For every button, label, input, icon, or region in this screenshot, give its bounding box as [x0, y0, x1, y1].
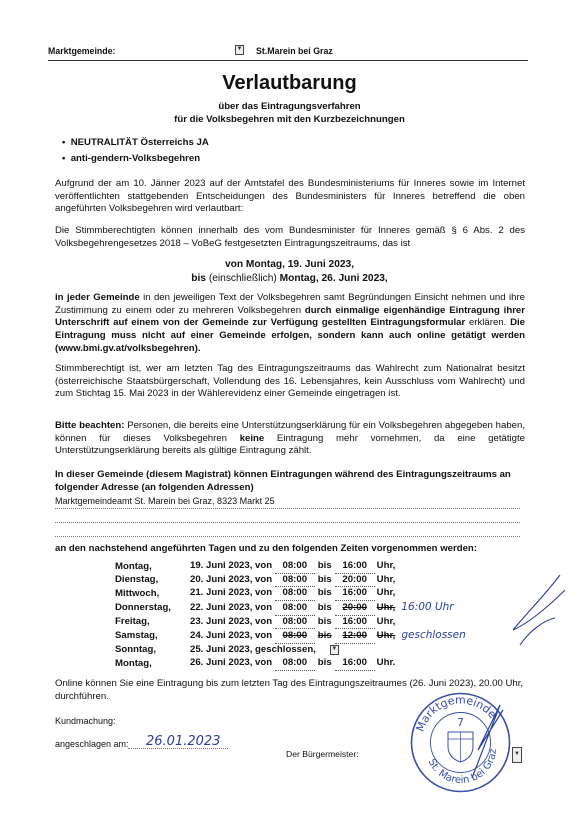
time-from: 08:00	[275, 574, 315, 588]
day-schedule	[190, 574, 466, 588]
svg-text:St. Marein bei Graz	[426, 748, 499, 786]
day-date: 21. Juni 2023, von	[190, 587, 273, 599]
paragraph-basis: Aufgrund der am 10. Jänner 2023 auf der Amtstafel des Bundesministeriums für Inneres sowie im Internet veröffentlichten stattgebenden Entscheidungen des Bundesministers für Inneres betreffend die oben angeführten Volksbegehren wird verlautbart:	[55, 178, 525, 215]
time-bis: bis	[317, 657, 332, 669]
day-schedule	[190, 629, 466, 644]
paragraph-address-intro: In dieser Gemeinde (diesem Magistrat) können Eintragungen während des Eintragungszeitraums an folgender Adresse (an folgenden Adressen)	[55, 469, 511, 493]
day-date: 24. Juni 2023, von	[190, 630, 273, 642]
paragraph-registration: in jeder Gemeinde in den jeweiligen Text der Volksbegehren samt Begründungen Einsicht nehmen und ihre Zustimmung zu einem oder zu mehreren Volksbegehren durch einmalige eigenhändige Eintragung ihrer Unterschrift auf einem von der Gemeinde zur Verfügung gestellten Eintragungsformular erklären. Die Eintragung muss nicht auf einer Gemeinde erfolgen, sondern kann auch online getätigt werden (www.bmi.gv.at/volksbegehren).	[55, 292, 525, 354]
online-note: Online können Sie eine Eintragung bis zum letzten Tag des Eintragungszeitraumes (26. Juni 2023), 20.00 Uhr, durchführen.	[55, 678, 524, 702]
day-date: 25. Juni 2023, geschlossen,	[190, 644, 316, 656]
subtitle-2: für die Volksbegehren mit den Kurzbezeichnungen	[174, 114, 405, 125]
paragraph-eligibility: Stimmberechtigt ist, wer am letzten Tag des Eintragungszeitraums das Wahlrecht zum Nationalrat besitzt (österreichische Staatsbürgerschaft, Vollendung des 16. Lebensjahres, kein Ausschluss vom Wahlrecht) und zum Stichtag 15. Mai 2023 in der Wählerevidenz einer Gemeinde eingetragen ist.	[55, 363, 525, 400]
posted-date: 26.01.2023	[146, 734, 221, 749]
time-unit: Uhr,	[376, 630, 396, 642]
table-row	[115, 616, 466, 630]
time-to: 16:00	[335, 657, 375, 671]
stamp-seal-icon	[408, 690, 513, 795]
table-row	[115, 560, 466, 574]
time-from: 08:00	[275, 587, 315, 601]
mayor-label: Der Bürgermeister:	[286, 749, 359, 759]
schedule-table	[115, 560, 466, 671]
paragraph-period-intro: Die Stimmberechtigten können innerhalb des vom Bundesminister für Inneres gemäß § 6 Abs. 2 des Volksbegehrengesetzes 2018 – VoBeG festgesetzten Eintragungszeitraums, das ist	[55, 225, 525, 249]
day-schedule	[190, 560, 466, 574]
stamp-dropdown[interactable]: ▼	[512, 747, 522, 763]
list-item: • anti-gendern-Volksbegehren	[62, 152, 201, 164]
time-unit: Uhr,	[376, 573, 396, 585]
time-from: 08:00	[275, 630, 315, 644]
address-line-blank-1	[55, 522, 520, 523]
paragraph-note: Bitte beachten: Personen, die bereits eine Unterstützungserklärung für ein Volksbegehren abgegeben haben, können für dieses Volksbegehren keine Eintragung mehr vornehmen, da eine getätigte Unterstützungserklärung bereits als gültige Eintragung zählt.	[55, 420, 525, 457]
day-name: Montag,	[115, 560, 152, 572]
period-to: bis (einschließlich) Montag, 26. Juni 2023,	[191, 273, 388, 285]
time-to: 12:00	[335, 630, 375, 644]
stamp-number: 7	[457, 716, 464, 729]
time-unit: Uhr,	[376, 587, 396, 599]
municipal-stamp	[408, 690, 513, 795]
day-name: Montag,	[115, 657, 152, 669]
time-bis: bis	[317, 601, 332, 613]
address-line-underline	[55, 508, 520, 509]
day-date: 26. Juni 2023, von	[190, 657, 273, 669]
day-name: Samstag,	[115, 630, 158, 642]
time-to: 20:00	[335, 574, 375, 588]
day-schedule	[190, 616, 466, 630]
time-bis: bis	[317, 630, 332, 642]
table-row	[115, 629, 466, 644]
header-underline	[48, 60, 528, 61]
subtitle-1: über das Eintragungsverfahren	[218, 101, 361, 112]
schedule-dropdown[interactable]: ▼	[330, 645, 339, 655]
day-schedule	[190, 644, 466, 657]
period-block	[0, 258, 579, 286]
kundmachung-label: Kundmachung:	[55, 716, 116, 726]
time-from: 08:00	[275, 616, 315, 630]
time-from: 08:00	[275, 602, 315, 616]
handwritten-mark-icon	[505, 570, 575, 650]
day-name: Dienstag,	[115, 574, 159, 586]
time-to: 20:00	[335, 602, 375, 616]
time-to: 16:00	[335, 587, 375, 601]
day-schedule	[190, 657, 466, 671]
day-date: 19. Juni 2023, von	[190, 560, 273, 571]
handwritten-correction: 16:00 Uhr	[401, 600, 454, 613]
day-name: Freitag,	[115, 616, 150, 628]
time-bis: bis	[317, 560, 332, 571]
stamp-bottom-text: St. Marein bei Graz	[425, 748, 500, 787]
day-date: 23. Juni 2023, von	[190, 615, 273, 627]
table-row	[115, 601, 466, 616]
days-heading: an den nachstehend angeführten Tagen und zu den folgenden Zeiten vorgenommen werden:	[55, 543, 477, 554]
posted-label: angeschlagen am:	[55, 739, 129, 749]
period-from: von Montag, 19. Juni 2023,	[224, 259, 355, 270]
time-to: 16:00	[335, 616, 375, 630]
handwritten-correction: geschlossen	[401, 629, 466, 642]
municipality-dropdown[interactable]: ▼	[235, 45, 244, 55]
day-name: Mittwoch,	[115, 587, 160, 599]
day-date: 22. Juni 2023, von	[190, 601, 273, 613]
time-bis: bis	[317, 573, 332, 585]
time-bis: bis	[317, 587, 332, 599]
time-unit: Uhr.	[376, 657, 396, 669]
day-name: Donnerstag,	[115, 601, 171, 613]
day-schedule	[190, 601, 466, 616]
time-from: 08:00	[275, 560, 315, 574]
time-unit: Uhr,	[376, 601, 396, 613]
day-date: 20. Juni 2023, von	[190, 573, 273, 585]
page-title: Verlautbarung	[222, 72, 357, 94]
table-row	[115, 644, 466, 657]
time-bis: bis	[317, 615, 332, 627]
table-row	[115, 657, 466, 671]
list-item: • NEUTRALITÄT Österreichs JA	[62, 137, 209, 148]
time-unit: Uhr,	[376, 615, 396, 627]
table-row	[115, 587, 466, 601]
day-name: Sonntag,	[115, 644, 157, 656]
table-row	[115, 574, 466, 588]
municipality-label: Marktgemeinde:	[48, 46, 116, 57]
municipality-value: St.Marein bei Graz	[256, 46, 333, 56]
time-from: 08:00	[275, 657, 315, 671]
address-line-blank-2	[55, 536, 520, 537]
day-schedule	[190, 587, 466, 601]
initiative-list	[62, 137, 209, 165]
time-to: 16:00	[335, 560, 375, 574]
address-line: Marktgemeindeamt St. Marein bei Graz, 8323 Markt 25	[55, 496, 275, 506]
time-unit: Uhr,	[376, 560, 396, 571]
stamp-top-text: Marktgemeinde	[413, 693, 500, 734]
